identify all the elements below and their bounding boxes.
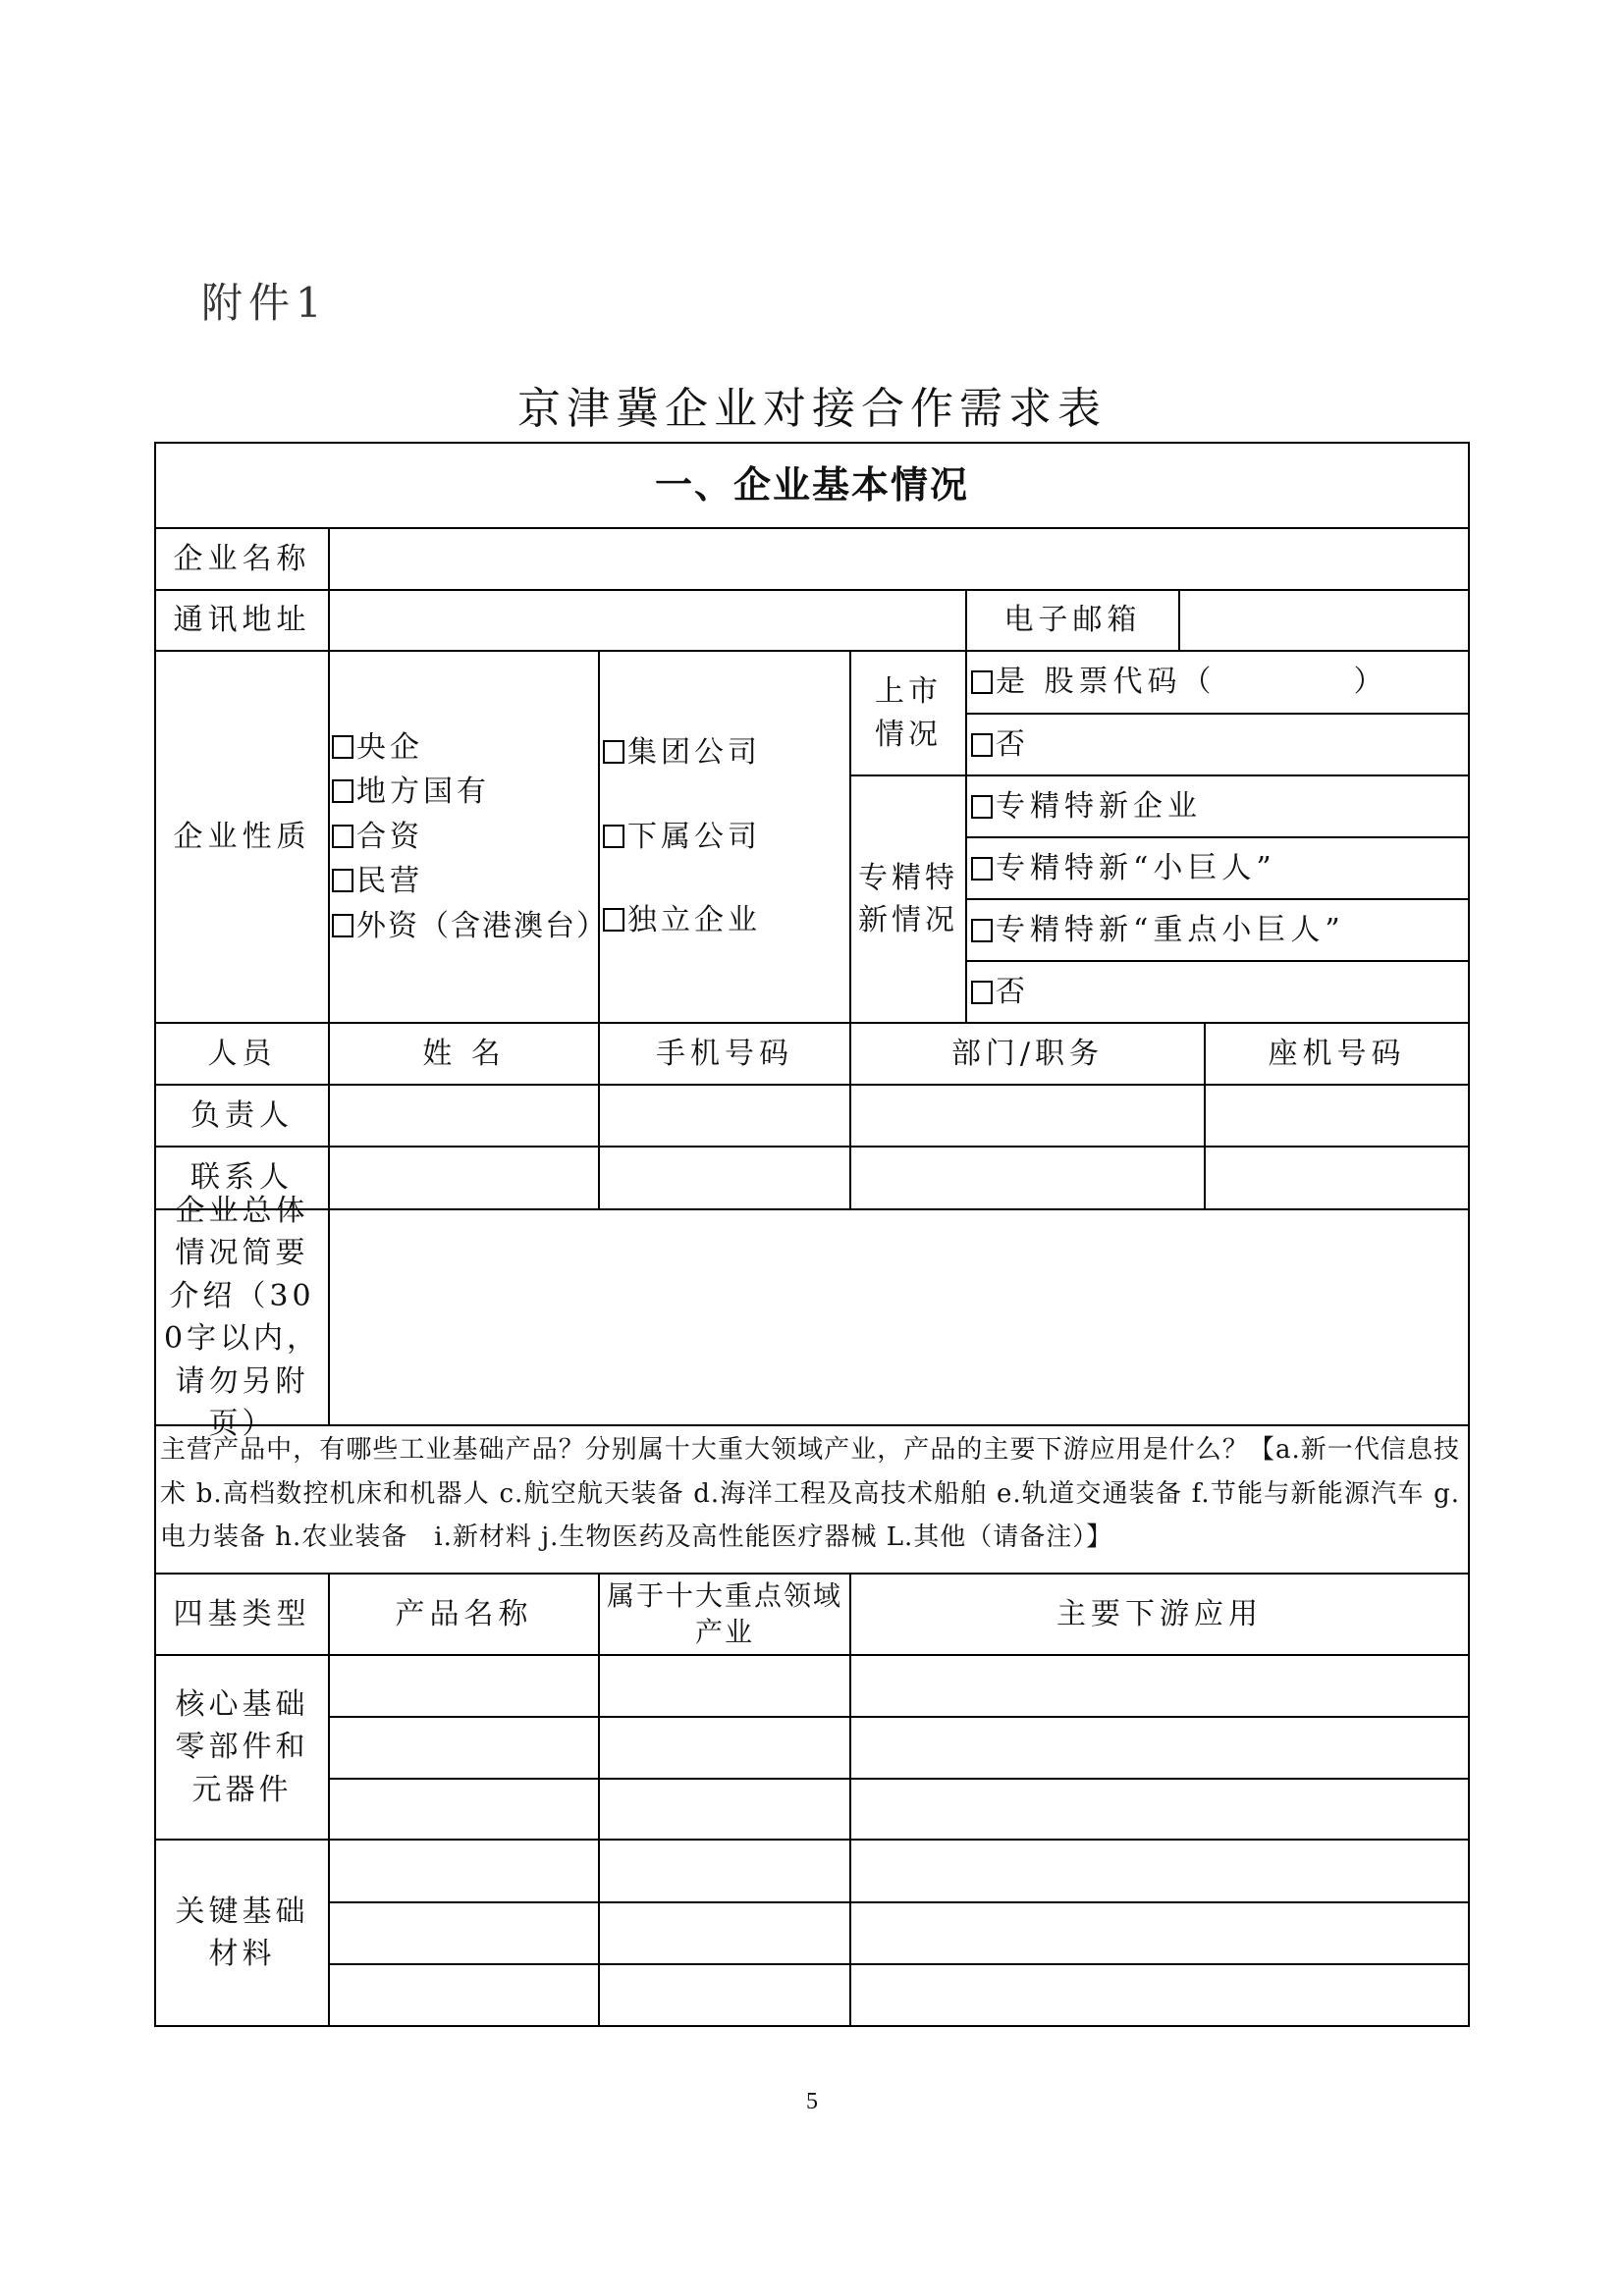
- ownership-option-central-soe[interactable]: [332, 726, 423, 770]
- product-application-field[interactable]: [849, 1654, 1470, 1718]
- listing-option-yes[interactable]: [965, 650, 1470, 715]
- structure-option-independent[interactable]: [603, 899, 761, 942]
- option-label: 否: [996, 726, 1030, 762]
- listing-status-label: 上市情况: [849, 650, 967, 776]
- checkbox-icon[interactable]: [603, 908, 624, 932]
- person-mobile-field[interactable]: [598, 1084, 851, 1148]
- srdi-status-label: 专精特新情况: [849, 774, 967, 1024]
- product-field-field[interactable]: [598, 1839, 851, 1903]
- company-name-label: 企业名称: [154, 527, 330, 591]
- srdi-option-enterprise[interactable]: [965, 774, 1470, 838]
- option-label: 是 股票代码（ ）: [996, 665, 1388, 700]
- product-name-field[interactable]: [328, 1839, 600, 1903]
- product-field-field[interactable]: [598, 1963, 851, 2027]
- products-group-label: 核心基础零部件和元器件: [154, 1654, 330, 1841]
- product-application-field[interactable]: [849, 1963, 1470, 2027]
- product-application-field[interactable]: [849, 1716, 1470, 1780]
- srdi-option-key-little-giant[interactable]: [965, 898, 1470, 962]
- product-application-field[interactable]: [849, 1778, 1470, 1841]
- person-dept-field[interactable]: [849, 1084, 1206, 1148]
- option-label: 合资: [356, 819, 423, 854]
- document-title: 京津冀企业对接合作需求表: [517, 384, 1107, 434]
- checkbox-icon[interactable]: [332, 735, 353, 759]
- option-label: 否: [996, 974, 1030, 1009]
- option-label: 下属公司: [627, 819, 761, 854]
- product-name-field[interactable]: [328, 1963, 600, 2027]
- checkbox-icon[interactable]: [971, 919, 993, 942]
- option-label: 独立企业: [627, 903, 761, 938]
- personnel-header-dept: 部门/职务: [849, 1022, 1206, 1086]
- products-header-type: 四基类型: [154, 1573, 330, 1656]
- person-landline-field[interactable]: [1204, 1084, 1470, 1148]
- personnel-header-mobile: 手机号码: [598, 1022, 851, 1086]
- listing-option-no[interactable]: [965, 713, 1470, 776]
- product-field-field[interactable]: [598, 1716, 851, 1780]
- person-dept-field[interactable]: [849, 1146, 1206, 1210]
- product-name-field[interactable]: [328, 1716, 600, 1780]
- checkbox-icon[interactable]: [971, 795, 993, 819]
- product-name-field[interactable]: [328, 1654, 600, 1718]
- checkbox-icon[interactable]: [971, 857, 993, 881]
- checkbox-icon[interactable]: [971, 733, 993, 757]
- company-intro-field[interactable]: [328, 1208, 1470, 1426]
- option-label: 专精特新“重点小巨人”: [996, 912, 1345, 947]
- product-name-field[interactable]: [328, 1778, 600, 1841]
- person-role-label: 负责人: [154, 1084, 330, 1148]
- checkbox-icon[interactable]: [971, 981, 993, 1004]
- products-header-application: 主要下游应用: [849, 1573, 1470, 1656]
- checkbox-icon[interactable]: [603, 740, 624, 764]
- option-label: 央企: [356, 729, 423, 765]
- product-name-field[interactable]: [328, 1901, 600, 1965]
- ownership-option-private[interactable]: [332, 860, 423, 903]
- person-name-field[interactable]: [328, 1146, 600, 1210]
- checkbox-icon[interactable]: [971, 670, 993, 694]
- email-label: 电子邮箱: [965, 589, 1180, 652]
- checkbox-icon[interactable]: [603, 825, 624, 848]
- person-name-field[interactable]: [328, 1084, 600, 1148]
- srdi-option-no[interactable]: [965, 960, 1470, 1024]
- option-label: 集团公司: [627, 735, 761, 771]
- checkbox-icon[interactable]: [332, 779, 353, 803]
- checkbox-icon[interactable]: [332, 869, 353, 892]
- structure-option-subsidiary[interactable]: [603, 816, 761, 859]
- option-label: 民营: [356, 864, 423, 899]
- structure-options: [598, 650, 851, 1024]
- product-application-field[interactable]: [849, 1839, 1470, 1903]
- person-landline-field[interactable]: [1204, 1146, 1470, 1210]
- option-label: 地方国有: [356, 774, 490, 810]
- products-header-name: 产品名称: [328, 1573, 600, 1656]
- product-application-field[interactable]: [849, 1901, 1470, 1965]
- address-field[interactable]: [328, 589, 967, 652]
- person-role-label: 联系人: [154, 1146, 330, 1210]
- email-field[interactable]: [1178, 589, 1470, 652]
- personnel-header-role: 人员: [154, 1022, 330, 1086]
- ownership-options: [328, 650, 608, 1024]
- personnel-header-landline: 座机号码: [1204, 1022, 1470, 1086]
- product-field-field[interactable]: [598, 1778, 851, 1841]
- structure-option-group[interactable]: [603, 731, 761, 774]
- company-intro-label: 企业总体情况简要介绍（300字以内，请勿另附页）: [154, 1208, 330, 1426]
- srdi-option-little-giant[interactable]: [965, 836, 1470, 900]
- option-label: 外资（含港澳台）: [356, 908, 608, 943]
- products-header-field: 属于十大重点领域产业: [598, 1573, 851, 1656]
- products-group-label: 关键基础材料: [154, 1839, 330, 2027]
- checkbox-icon[interactable]: [332, 825, 353, 848]
- option-label: 专精特新企业: [996, 788, 1202, 824]
- products-question: 主营产品中，有哪些工业基础产品？分别属十大重大领域产业，产品的主要下游应用是什么？【a.新一代信息技术 b.高档数控机床和机器人 c.航空航天装备 d.海洋工程及高技术船舶 e.轨道交通装备 f.节能与新能源汽车 g.电力装备 h.农业装备 i.新材料 j.生物医药及高性能医疗器械 L.其他（请备注）】: [154, 1424, 1470, 1575]
- attachment-label: 附件1: [201, 279, 328, 327]
- address-label: 通讯地址: [154, 589, 330, 652]
- ownership-option-local-soe[interactable]: [332, 771, 490, 814]
- company-nature-label: 企业性质: [154, 650, 330, 1024]
- option-label: 专精特新“小巨人”: [996, 850, 1276, 885]
- company-name-field[interactable]: [328, 527, 1470, 591]
- section-title: 一、企业基本情况: [154, 442, 1470, 529]
- page-number: 5: [806, 2089, 818, 2114]
- personnel-header-name: 姓 名: [328, 1022, 600, 1086]
- product-field-field[interactable]: [598, 1654, 851, 1718]
- ownership-option-joint-venture[interactable]: [332, 816, 423, 859]
- person-mobile-field[interactable]: [598, 1146, 851, 1210]
- ownership-option-foreign[interactable]: [332, 905, 608, 948]
- checkbox-icon[interactable]: [332, 914, 353, 937]
- product-field-field[interactable]: [598, 1901, 851, 1965]
